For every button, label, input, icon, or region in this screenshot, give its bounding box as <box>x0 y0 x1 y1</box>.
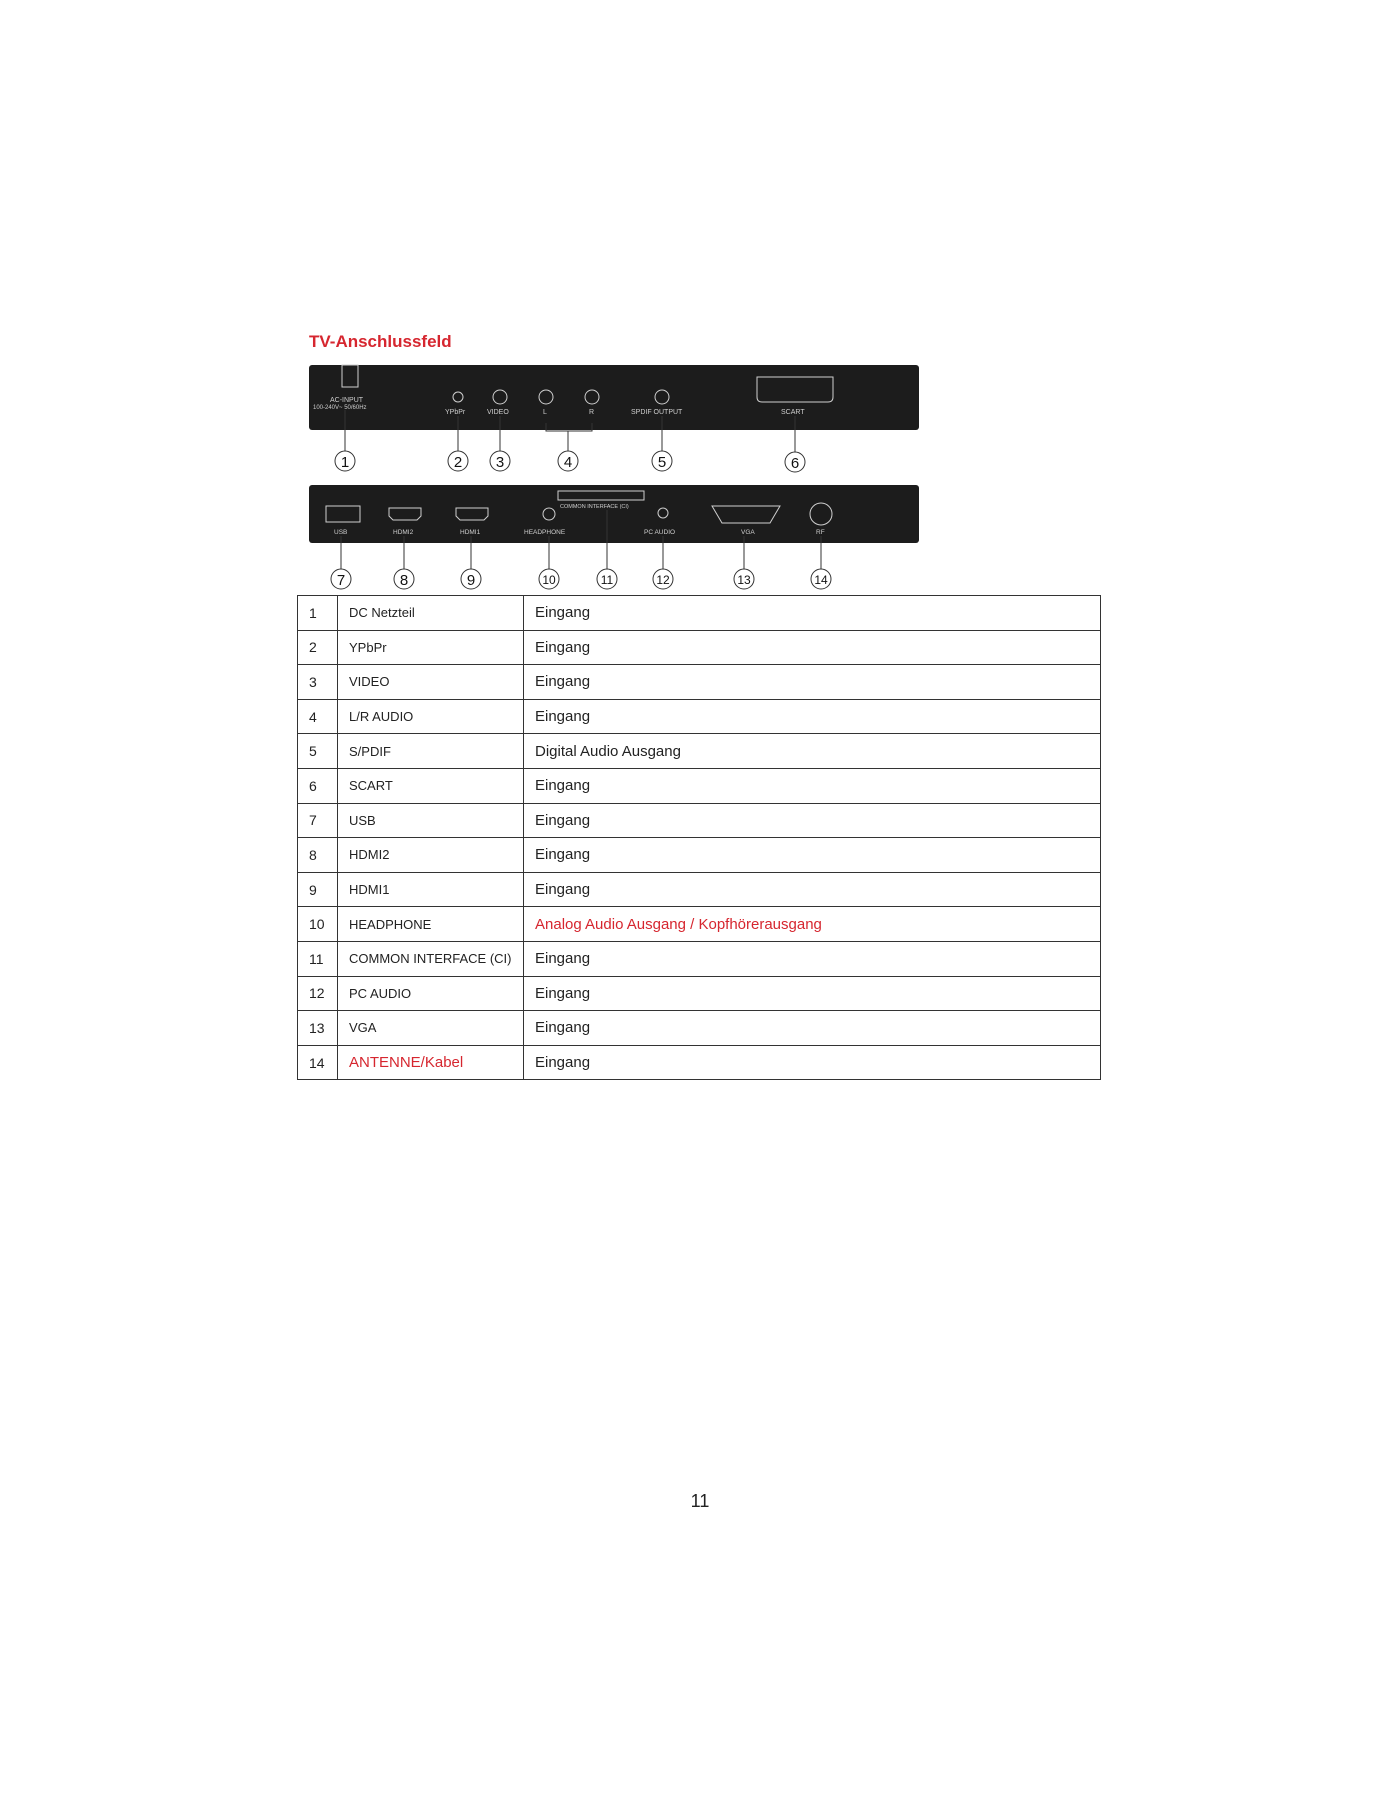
connector-panel-diagram <box>300 358 940 594</box>
table-row <box>298 941 1101 976</box>
pc-audio-label: PC AUDIO <box>644 529 676 536</box>
row-number: 4 <box>298 699 338 734</box>
row-number: 13 <box>298 1011 338 1046</box>
section-heading: TV-Anschlussfeld <box>309 332 452 351</box>
table-row <box>298 1045 1101 1080</box>
port-description: Eingang <box>524 872 1101 907</box>
bottom-connector-panel <box>309 485 919 543</box>
port-name: L/R AUDIO <box>338 699 524 734</box>
row-number: 14 <box>298 1045 338 1080</box>
hdmi1-label: HDMI1 <box>460 529 481 536</box>
table-row <box>298 1011 1101 1046</box>
hdmi2-label: HDMI2 <box>393 529 414 536</box>
row-number: 7 <box>298 803 338 838</box>
scart-label: SCART <box>781 409 805 416</box>
ac-voltage-label: 100-240V~ 50/60Hz <box>313 405 367 411</box>
port-name: YPbPr <box>338 630 524 665</box>
callout-13 <box>734 569 754 589</box>
svg-text:11: 11 <box>600 573 614 587</box>
row-number: 9 <box>298 872 338 907</box>
row-number: 6 <box>298 768 338 803</box>
table-row <box>298 838 1101 873</box>
port-name: DC Netzteil <box>338 596 524 631</box>
svg-text:13: 13 <box>737 573 751 587</box>
port-name: HEADPHONE <box>338 907 524 942</box>
callout-5 <box>652 451 672 471</box>
svg-text:3: 3 <box>495 454 505 471</box>
port-description: Eingang <box>524 665 1101 700</box>
row-number: 5 <box>298 734 338 769</box>
port-description: Eingang <box>524 768 1101 803</box>
svg-text:10: 10 <box>542 573 556 587</box>
callout-14 <box>811 569 831 589</box>
table-row <box>298 596 1101 631</box>
svg-text:4: 4 <box>563 454 573 471</box>
callout-4 <box>558 451 578 471</box>
port-description: Eingang <box>524 699 1101 734</box>
port-name: VIDEO <box>338 665 524 700</box>
callout-3 <box>490 451 510 471</box>
row-number: 2 <box>298 630 338 665</box>
table-row <box>298 907 1101 942</box>
port-description-highlighted: Analog Audio Ausgang / Kopfhörerausgang <box>524 907 1101 942</box>
rf-label: RF <box>816 529 825 536</box>
callout-10 <box>539 569 559 589</box>
row-number: 12 <box>298 976 338 1011</box>
port-description: Eingang <box>524 941 1101 976</box>
video-label: VIDEO <box>487 409 509 416</box>
headphone-label: HEADPHONE <box>524 529 566 536</box>
svg-text:6: 6 <box>790 455 800 472</box>
table-row <box>298 630 1101 665</box>
table-row <box>298 872 1101 907</box>
row-number: 10 <box>298 907 338 942</box>
callout-11 <box>597 569 617 589</box>
table-row <box>298 976 1101 1011</box>
svg-text:2: 2 <box>453 454 463 471</box>
callout-9 <box>461 569 481 589</box>
port-description: Eingang <box>524 596 1101 631</box>
svg-text:14: 14 <box>814 573 828 587</box>
table-row <box>298 803 1101 838</box>
ypbpr-label: YPbPr <box>445 409 466 416</box>
port-description: Eingang <box>524 803 1101 838</box>
port-description: Eingang <box>524 976 1101 1011</box>
callout-7 <box>331 569 351 589</box>
audio-r-label: R <box>589 409 595 416</box>
ac-input-label: AC-INPUT <box>330 397 364 404</box>
usb-label: USB <box>334 529 348 536</box>
port-name: SCART <box>338 768 524 803</box>
port-table <box>297 595 1101 1080</box>
port-description: Eingang <box>524 838 1101 873</box>
port-description: Eingang <box>524 1045 1101 1080</box>
svg-text:12: 12 <box>656 573 670 587</box>
callout-6 <box>785 452 805 472</box>
top-panel-body <box>309 365 919 430</box>
port-name: S/PDIF <box>338 734 524 769</box>
row-number: 11 <box>298 941 338 976</box>
svg-text:5: 5 <box>657 454 667 471</box>
port-name-highlighted: ANTENNE/Kabel <box>338 1045 524 1080</box>
port-name: COMMON INTERFACE (CI) <box>338 941 524 976</box>
callout-1 <box>335 451 355 471</box>
spdif-label: SPDIF OUTPUT <box>631 409 683 416</box>
port-name: HDMI1 <box>338 872 524 907</box>
port-name: HDMI2 <box>338 838 524 873</box>
port-description: Digital Audio Ausgang <box>524 734 1101 769</box>
row-number: 3 <box>298 665 338 700</box>
top-connector-panel <box>309 365 919 430</box>
svg-text:9: 9 <box>466 572 476 589</box>
callout-2 <box>448 451 468 471</box>
row-number: 1 <box>298 596 338 631</box>
port-name: USB <box>338 803 524 838</box>
audio-l-label: L <box>543 409 547 416</box>
ci-label: COMMON INTERFACE (CI) <box>560 504 629 510</box>
table-row <box>298 734 1101 769</box>
svg-text:1: 1 <box>340 454 350 471</box>
callout-8 <box>394 569 414 589</box>
table-row <box>298 665 1101 700</box>
vga-label: VGA <box>741 529 755 536</box>
svg-text:7: 7 <box>336 572 346 589</box>
table-row <box>298 699 1101 734</box>
row-number: 8 <box>298 838 338 873</box>
callout-12 <box>653 569 673 589</box>
port-name: PC AUDIO <box>338 976 524 1011</box>
table-row <box>298 768 1101 803</box>
svg-text:8: 8 <box>399 572 409 589</box>
page-number: 11 <box>690 1491 710 1511</box>
port-description: Eingang <box>524 1011 1101 1046</box>
port-name: VGA <box>338 1011 524 1046</box>
top-callouts <box>335 451 805 472</box>
port-description: Eingang <box>524 630 1101 665</box>
bottom-callouts <box>331 569 831 589</box>
